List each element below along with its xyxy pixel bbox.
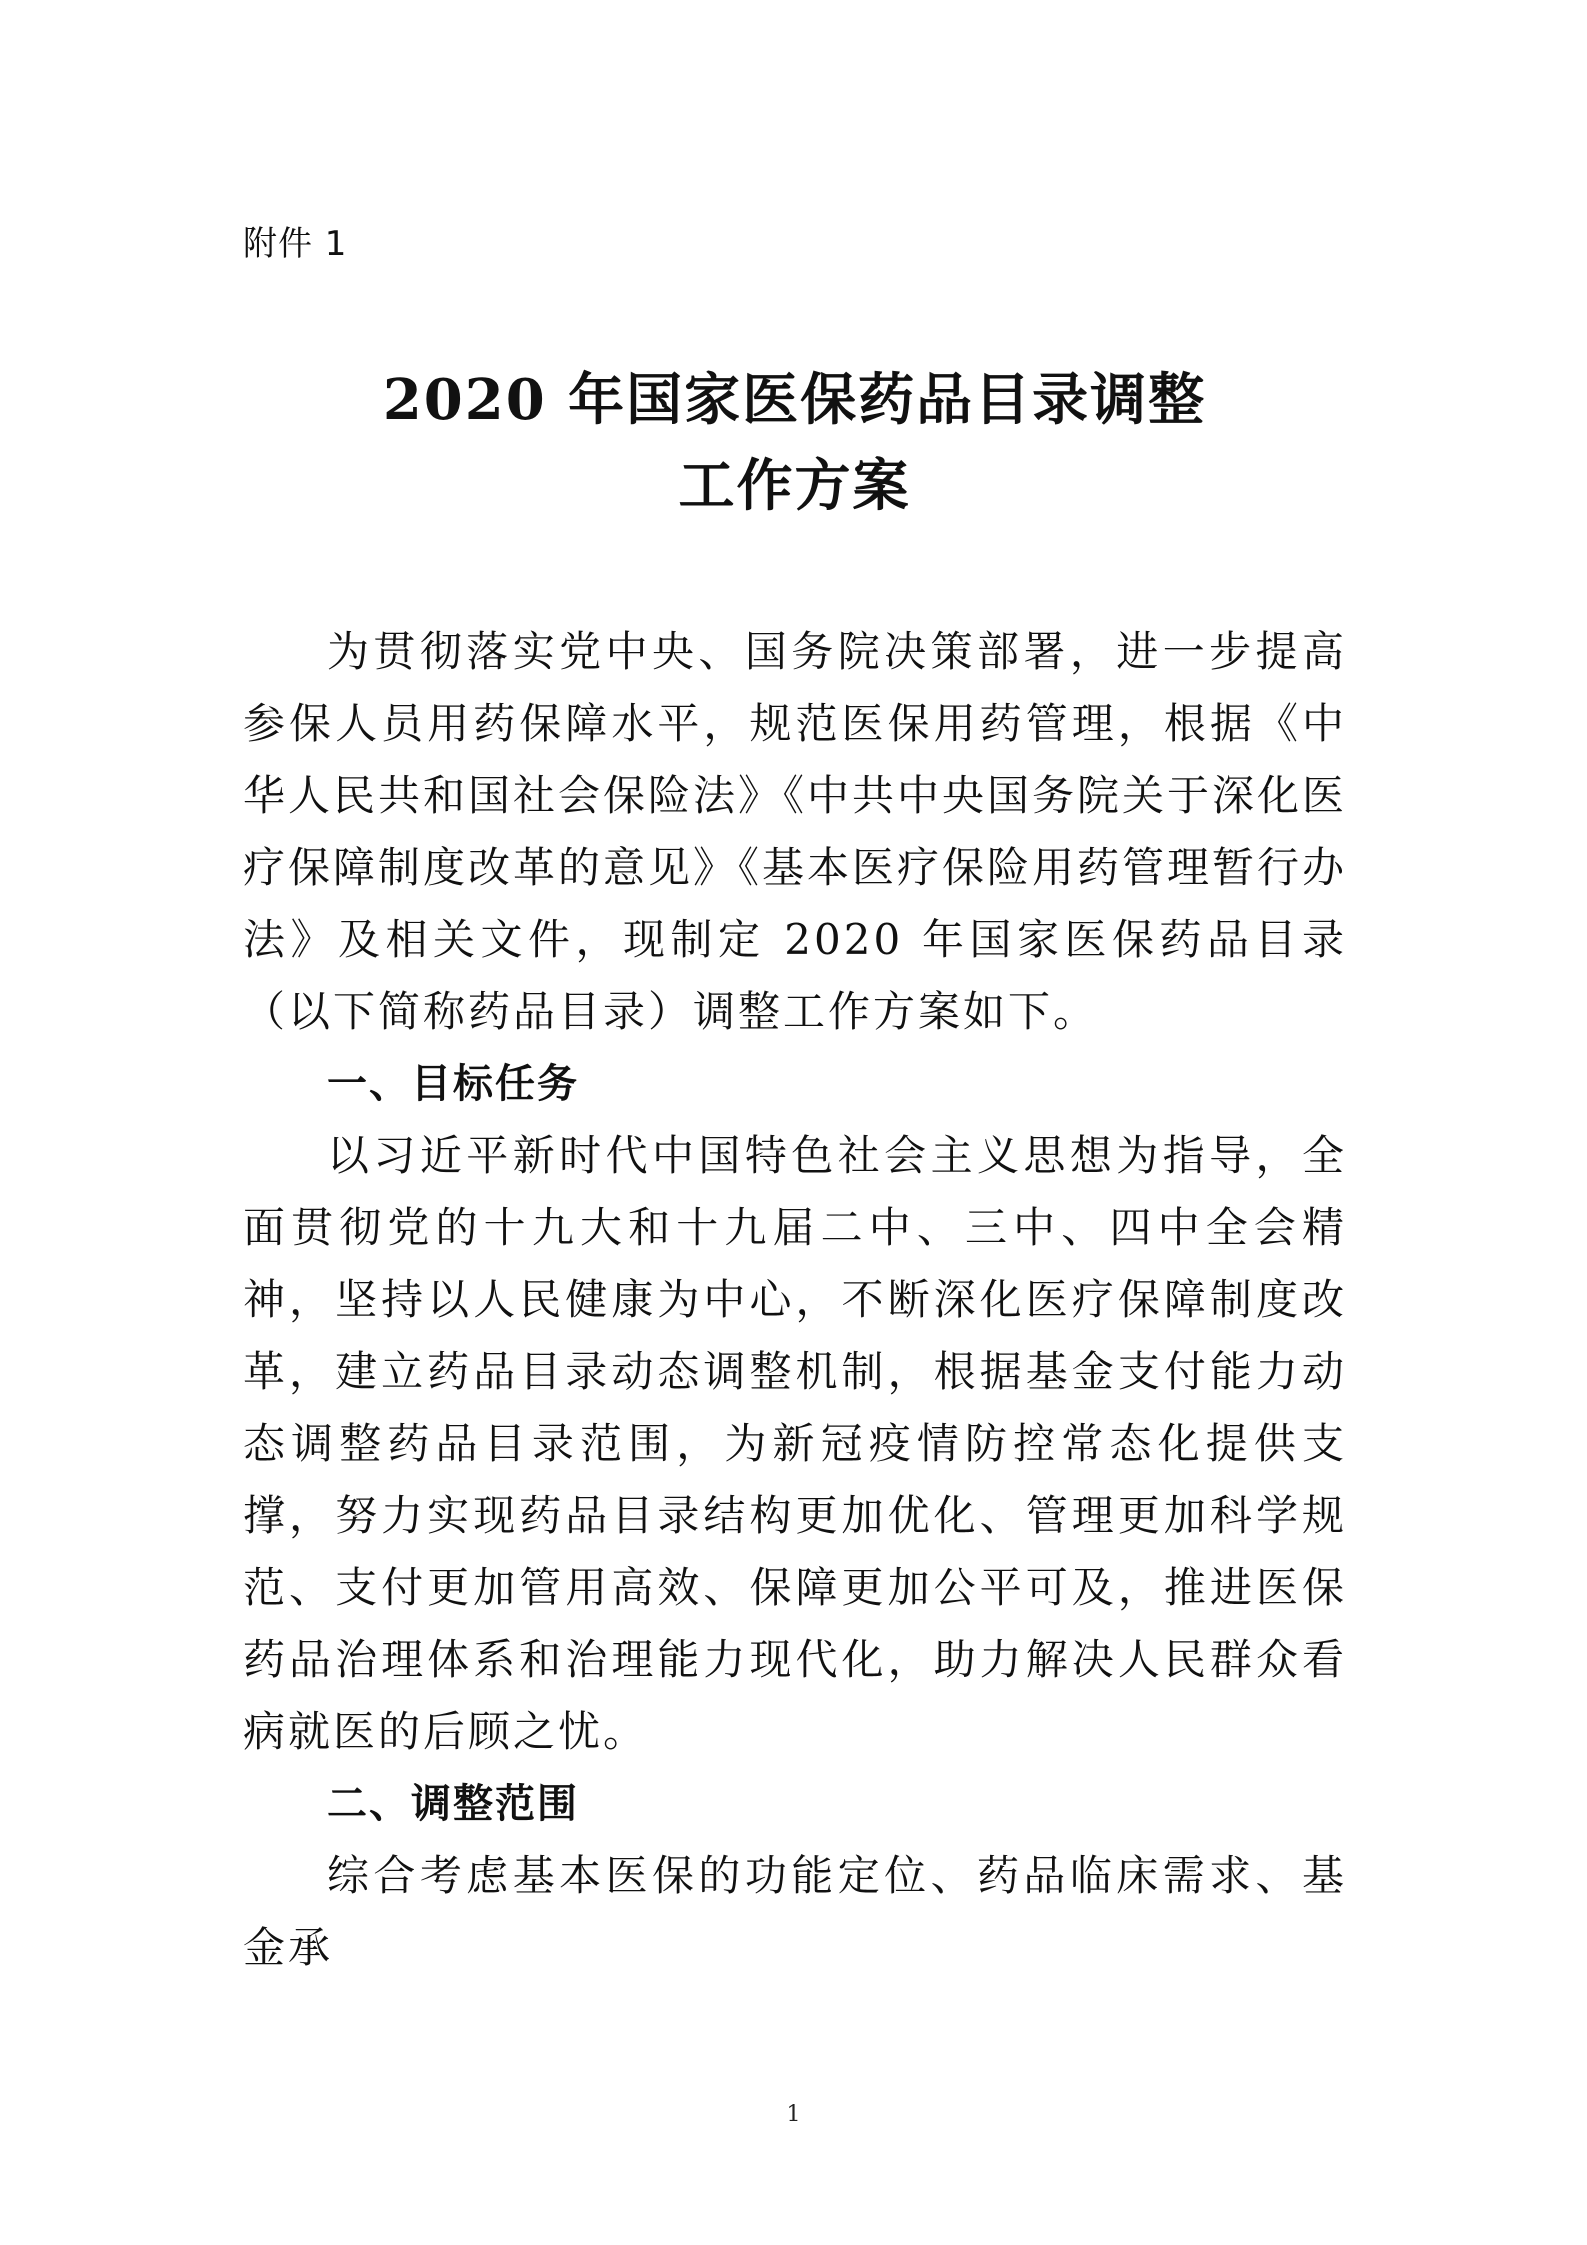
objectives-paragraph: 以习近平新时代中国特色社会主义思想为指导，全面贯彻党的十九大和十九届二中、三中、四中全会精神，坚持以人民健康为中心，不断深化医疗保障制度改革，建立药品目录动态调整机制，根据基金支付能力动态调整药品目录范围，为新冠疫情防控常态化提供支撑，努力实现药品目录结构更加优化、管理更加科学规范、支付更加管用高效、保障更加公平可及，推进医保药品治理体系和治理能力现代化，助力解决人民群众看病就医的后顾之忧。 [243,1131,1347,1756]
page-number: 1 [786,2102,801,2127]
section-heading-scope: 二、调整范围 [327,1781,579,1827]
document-body [243,616,1347,1984]
intro-paragraph: 为贯彻落实党中央、国务院决策部署，进一步提高参保人员用药保障水平，规范医保用药管理，根据《中华人民共和国社会保险法》《中共中央国务院关于深化医疗保障制度改革的意见》《基本医疗保险用药管理暂行办法》及相关文件，现制定 2020 年国家医保药品目录（以下简称药品目录）调整工作方案如下。 [243,627,1348,1036]
section-heading-objectives: 一、目标任务 [327,1061,579,1107]
document-title-line-2: 工作方案 [678,453,911,519]
scope-paragraph: 综合考虑基本医保的功能定位、药品临床需求、基金承 [243,1851,1347,1972]
attachment-label: 附件 1 [243,224,348,264]
document-title-line-1: 2020 年国家医保药品目录调整 [382,367,1207,433]
